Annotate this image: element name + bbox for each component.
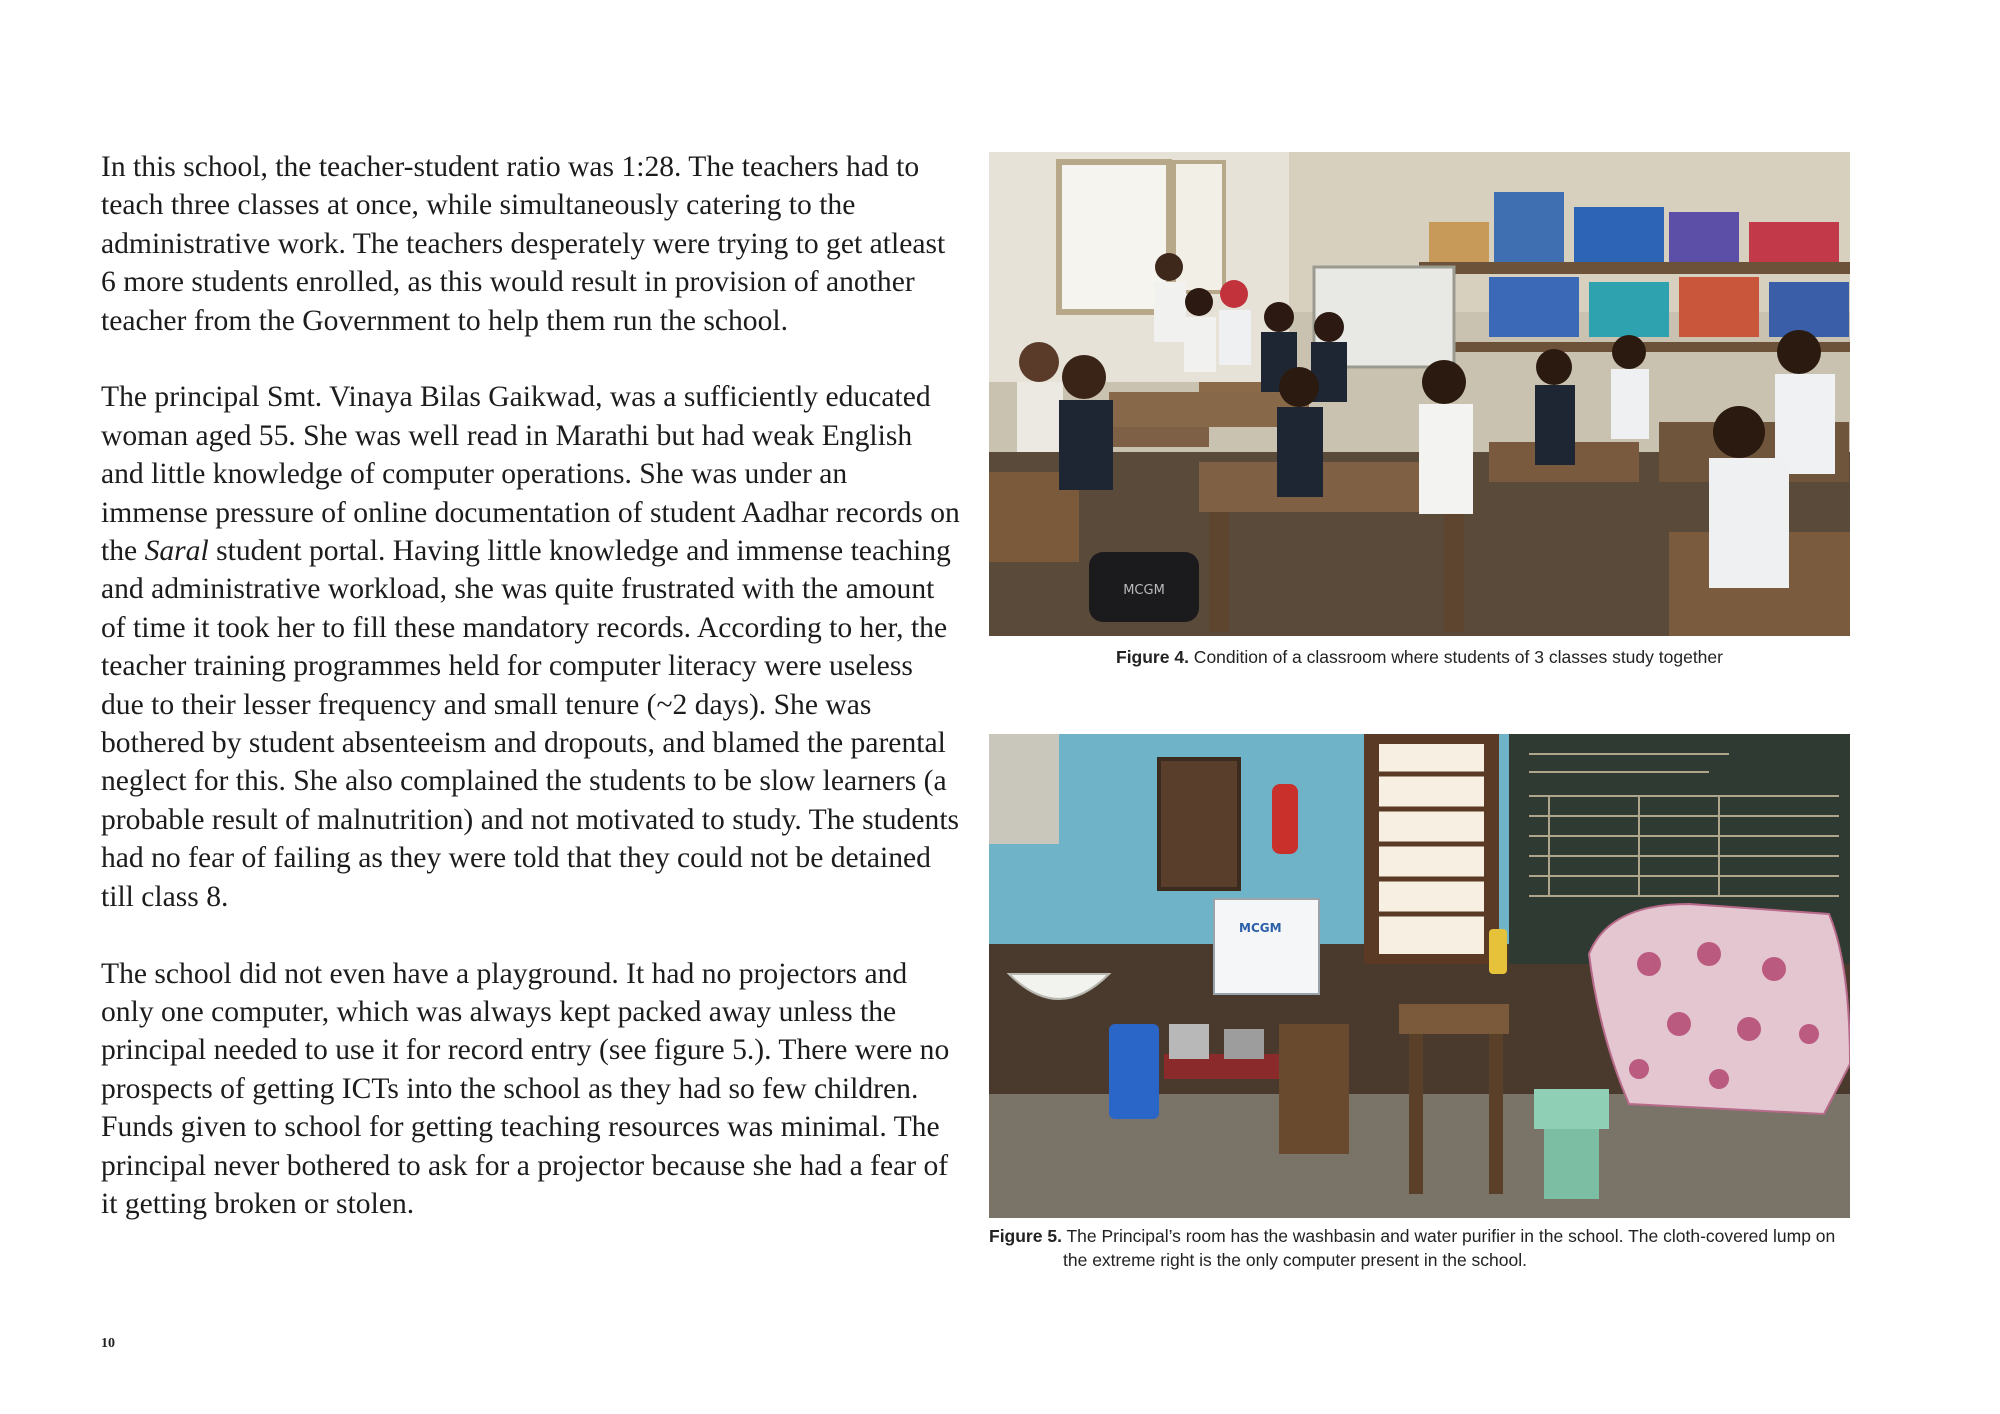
figure-5-caption [989,1224,1850,1272]
purifier-label: MCGM [1239,921,1282,935]
blue-bucket [1109,1024,1159,1119]
figure-4-caption [989,645,1850,669]
figure-4-label: Figure 4. [1116,647,1189,667]
figure-4-classroom-photo [989,152,1850,636]
figure-5-caption-text: The Principal’s room has the washbasin and water purifier in the school. The cloth-covered lump on the extreme right is the only computer present in the school. [1061,1226,1836,1270]
figure-4-caption-text: Condition of a classroom where students of 3 classes study together [1188,647,1723,667]
paragraph-principal-part1: The principal Smt. Vinaya Bilas Gaikwad, was a sufficiently educated woman aged 55. She was well read in Marathi but had weak English and little knowledge of computer operations. She was under an immense pressure of online documentation of student Aadhar records on the [101,381,960,568]
figure-5-label: Figure 5. [989,1226,1062,1246]
water-purifier [1214,899,1319,994]
principal-room-illustration [989,734,1850,1218]
figure-5-principal-room-photo [989,734,1850,1218]
paragraph-infrastructure: The school did not even have a playground. It had no projectors and only one computer, which was always kept packed away unless the principal needed to use it for record entry (see figure 5.). There were no prospects of getting ICTs into the school as they had so few children. Funds given to school for getting teaching resources was minimal. The principal never bothered to ask for a projector because she had a fear of it getting broken or stolen. [101,957,950,1220]
saral-portal-name: Saral [144,535,209,568]
bag-label: MCGM [1123,583,1165,598]
paragraph-principal-part2: student portal. Having little knowledge and immense teaching and administrative workload, she was quite frustrated with the amount of time it took her to fill these mandatory records. According to her, the teacher training programmes held for computer literacy were useless due to their lesser frequency and small tenure (~2 days). She was bothered by student absenteeism and dropouts, and blamed the parental neglect for this. She also complained the students to be slow learners (a probable result of malnutrition) and not motivated to study. The students had no fear of failing as they were told that they could not be detained till class 8. [101,535,960,913]
classroom-illustration [989,152,1850,636]
page-number: 10 [101,1336,115,1351]
classroom-window [1059,162,1169,312]
fire-extinguisher [1272,784,1298,854]
paragraph-principal [101,378,961,916]
paragraph-teacher-ratio: In this school, the teacher-student ratio was 1:28. The teachers had to teach three classes at once, while simultaneously catering to the administrative work. The teachers desperately were trying to get atleast 6 more students enrolled, as this would result in provision of another teacher from the Government to help them run the school. [101,151,946,337]
body-text-column [101,148,961,1262]
